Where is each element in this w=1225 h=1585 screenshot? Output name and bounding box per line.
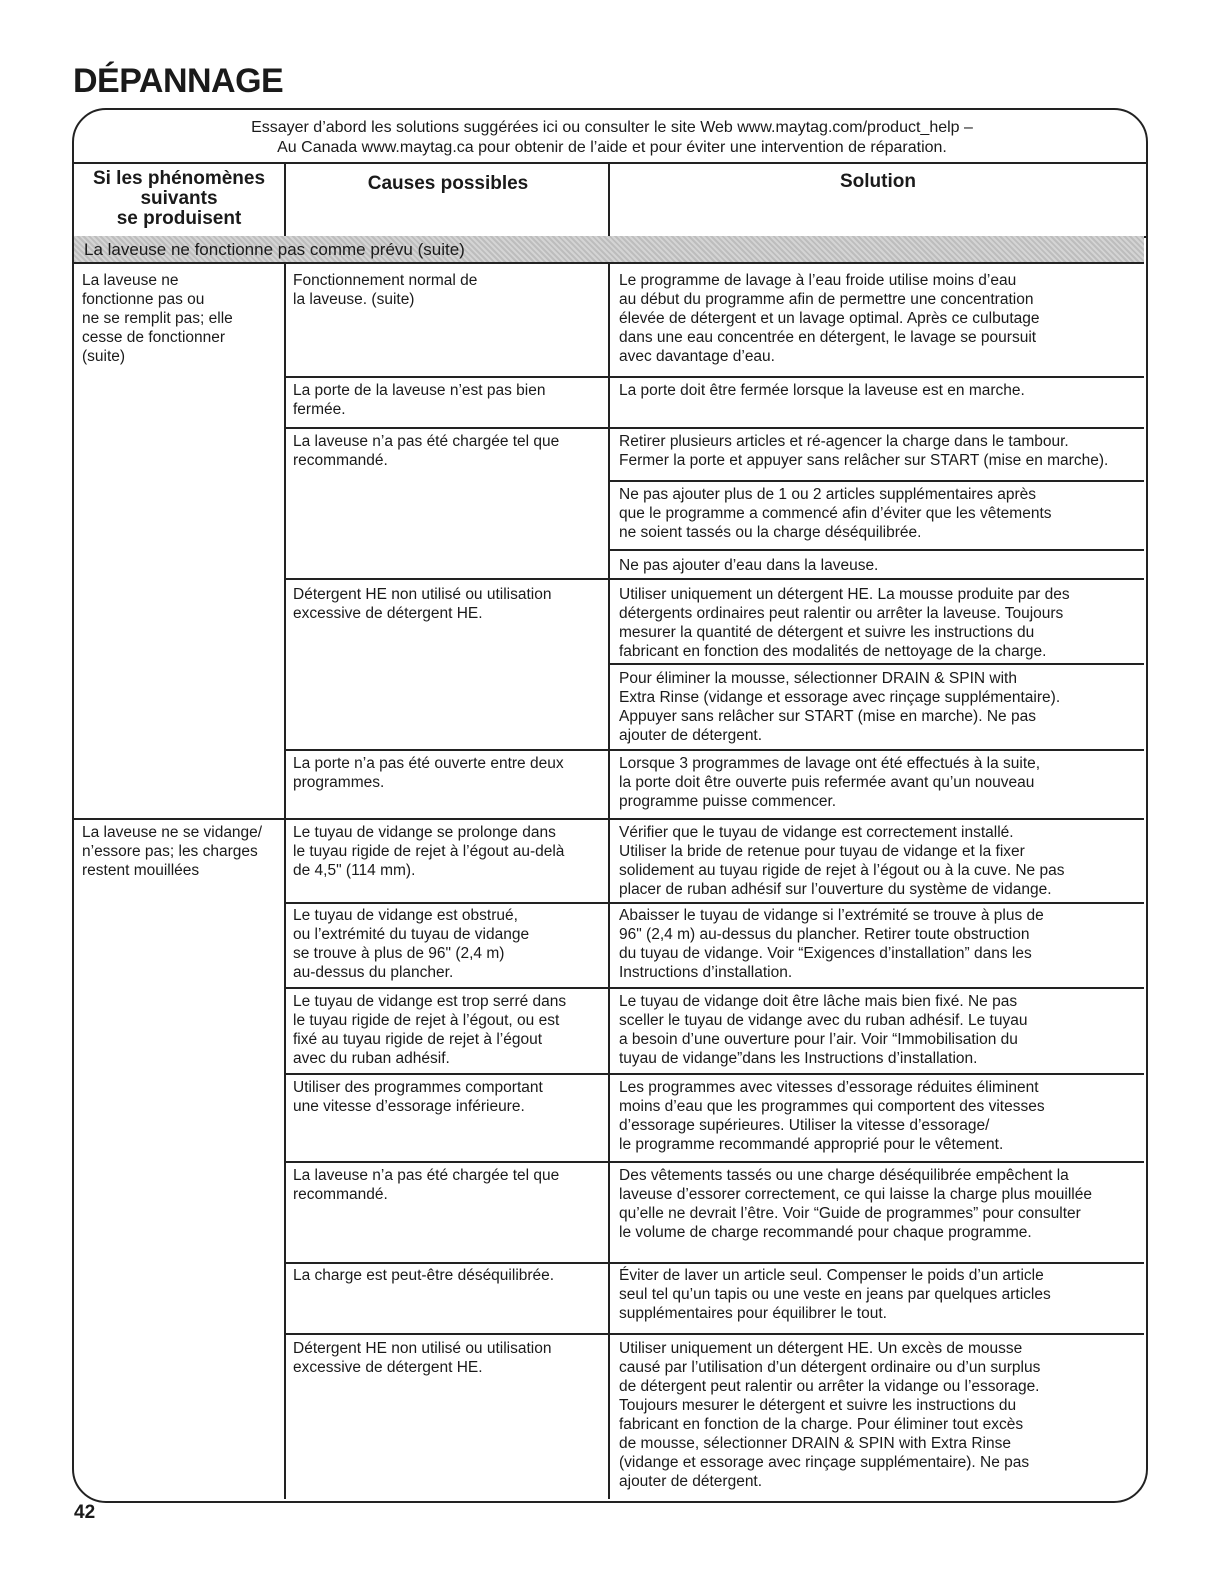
solution-cell: Ne pas ajouter plus de 1 ou 2 articles supplémentaires après que le programme a commencé afin d’éviter que les vêtements ne soient tassés ou la charge déséquilibrée. <box>619 486 1052 541</box>
solution-cell: Utiliser uniquement un détergent HE. La mousse produite par des détergents ordinaires peut ralentir ou arrêter la laveuse. Toujours mesurer la quantité de détergent et suivre les instructions du fabricant en fonction des modalités de nettoyage de la charge. <box>619 586 1070 660</box>
intro-line-1: Essayer d’abord les solutions suggérées ici ou consulter le site Web www.maytag.com/product_help – <box>251 119 973 136</box>
header-solution-label: Solution <box>840 171 916 192</box>
symptom-2: La laveuse ne se vidange/ n’essore pas; les charges restent mouillées <box>82 824 263 879</box>
header-symptoms-line1: Si les phénomènes <box>92 168 266 189</box>
solution-divider <box>610 1333 1144 1335</box>
solution-divider <box>610 749 1144 751</box>
solution-cell: Utiliser uniquement un détergent HE. Un excès de mousse causé par l’utilisation d’un détergent ordinaire ou d’un surplus de détergent peut ralentir ou arrêter la vidange ou l’essorage. Toujours mesurer le détergent et suivre les instructions du fabricant en fonction de la charge. Pour éliminer tout excès de mousse, sélectionner DRAIN & SPIN with Extra Rinse (vidange et essorage avec rinçage supplémentaire). Ne pas ajouter de détergent. <box>619 1340 1041 1490</box>
header-causes-label: Causes possibles <box>367 173 529 194</box>
cause-cell: Le tuyau de vidange se prolonge dans le tuyau rigide de rejet à l’égout au-delà de 4,5" (114 mm). <box>293 824 565 879</box>
cause-cell: La charge est peut-être déséquilibrée. <box>293 1267 555 1284</box>
page-number: 42 <box>74 1502 96 1523</box>
solution-divider <box>610 376 1144 378</box>
cause-divider <box>286 578 608 580</box>
solution-divider <box>610 987 1144 989</box>
cause-divider <box>286 1161 608 1163</box>
cause-cell: La laveuse n’a pas été chargée tel que recommandé. <box>293 433 560 469</box>
solution-cell: Le tuyau de vidange doit être lâche mais bien fixé. Ne pas sceller le tuyau de vidange avec du ruban adhésif. Le tuyau a besoin d’une ouverture pour l’air. Voir “Immobilisation du tuyau de vidange”dans les Instructions d’installation. <box>619 993 1028 1067</box>
cause-cell: Détergent HE non utilisé ou utilisation excessive de détergent HE. <box>293 1340 552 1376</box>
header-symptoms-line3: se produisent <box>116 208 242 229</box>
solution-cell: Pour éliminer la mousse, sélectionner DRAIN & SPIN with Extra Rinse (vidange et essorage avec rinçage supplémentaire). Appuyer sans relâcher sur START (mise en marche). Ne pas ajouter de détergent. <box>619 670 1061 744</box>
symptom-1: La laveuse ne fonctionne pas ou ne se remplit pas; elle cesse de fonctionner (suite) <box>82 272 233 365</box>
solution-divider <box>610 549 1144 551</box>
page-title: DÉPANNAGE <box>73 62 284 100</box>
solution-cell: Vérifier que le tuyau de vidange est correctement installé. Utiliser la bride de retenue pour tuyau de vidange et la fixer solidement au tuyau rigide de rejet à l’égout ou à la cuve. Ne pas placer de ruban adhésif sur l’ouverture du système de vidange. <box>619 824 1065 898</box>
section-band: La laveuse ne fonctionne pas comme prévu (suite) <box>74 236 1144 264</box>
cause-divider <box>286 427 608 429</box>
cause-divider <box>286 1333 608 1335</box>
cause-divider <box>286 1262 608 1264</box>
cause-cell: Utiliser des programmes comportant une vitesse d’essorage inférieure. <box>293 1079 543 1115</box>
header-symptoms <box>74 162 284 238</box>
intro-line-2: Au Canada www.maytag.ca pour obtenir de l’aide et pour éviter une intervention de réparation. <box>277 139 947 156</box>
solution-divider <box>610 902 1144 904</box>
solution-cell: Le programme de lavage à l’eau froide utilise moins d’eau au début du programme afin de permettre une concentration élevée de détergent et un lavage optimal. Après ce culbutage dans une eau concentrée en détergent, le lavage se poursuit avec davantage d’eau. <box>619 272 1040 365</box>
cause-divider <box>286 987 608 989</box>
cause-divider <box>286 749 608 751</box>
solution-divider <box>610 818 1144 820</box>
solution-divider <box>610 480 1144 482</box>
solution-cell: La porte doit être fermée lorsque la laveuse est en marche. <box>619 382 1025 399</box>
solution-divider <box>610 1161 1144 1163</box>
cause-cell: La laveuse n’a pas été chargée tel que recommandé. <box>293 1167 560 1203</box>
solution-divider <box>610 427 1144 429</box>
cause-cell: Détergent HE non utilisé ou utilisation excessive de détergent HE. <box>293 586 552 622</box>
solution-divider <box>610 663 1144 665</box>
cause-divider <box>286 1073 608 1075</box>
cause-divider <box>286 818 608 820</box>
solution-divider <box>610 578 1144 580</box>
cause-cell: Fonctionnement normal de la laveuse. (suite) <box>293 272 478 308</box>
cause-cell: Le tuyau de vidange est obstrué, ou l’extrémité du tuyau de vidange se trouve à plus de 96" (2,4 m) au-dessus du plancher. <box>293 907 530 981</box>
solution-divider <box>610 1073 1144 1075</box>
cause-cell: Le tuyau de vidange est trop serré dans le tuyau rigide de rejet à l’égout, ou est fixé au tuyau rigide de rejet à l’égout avec du ruban adhésif. <box>293 993 567 1067</box>
solution-cell: Des vêtements tassés ou une charge déséquilibrée empêchent la laveuse d’essorer correctement, ce qui laisse la charge plus mouillée qu’elle ne devrait l’être. Voir “Guide de programmes” pour consulter le volume de charge recommandé pour chaque programme. <box>619 1167 1092 1241</box>
solution-cell: Ne pas ajouter d’eau dans la laveuse. <box>619 557 879 574</box>
cause-cell: La porte de la laveuse n’est pas bien fermée. <box>293 382 546 418</box>
symptom-divider <box>74 818 284 820</box>
header-causes <box>284 162 610 238</box>
solution-cell: Lorsque 3 programmes de lavage ont été effectués à la suite, la porte doit être ouverte puis refermée avant qu’un nouveau programme puisse commencer. <box>619 755 1041 810</box>
col-divider-1 <box>284 264 286 1499</box>
solution-cell: Retirer plusieurs articles et ré-agencer la charge dans le tambour. Fermer la porte et appuyer sans relâcher sur START (mise en marche). <box>619 433 1109 469</box>
header-symptoms-line2: suivants <box>140 188 218 209</box>
intro-text <box>140 118 1084 158</box>
solution-cell: Abaisser le tuyau de vidange si l’extrémité se trouve à plus de 96" (2,4 m) au-dessus du plancher. Retirer toute obstruction du tuyau de vidange. Voir “Exigences d’installation” dans les Instructions d’installation. <box>619 907 1044 981</box>
cause-divider <box>286 376 608 378</box>
header-solution <box>608 162 1146 238</box>
cause-cell: La porte n’a pas été ouverte entre deux programmes. <box>293 755 564 791</box>
solution-cell: Les programmes avec vitesses d’essorage réduites éliminent moins d’eau que les programmes qui comportent des vitesses d’essorage supérieures. Utiliser la vitesse d’essorage/ le programme recommandé approprié pour le vêtement. <box>619 1079 1045 1153</box>
solution-cell: Éviter de laver un article seul. Compenser le poids d’un article seul tel qu’un tapis ou une veste en jeans par quelques articles supplémentaires pour équilibrer le tout. <box>619 1267 1051 1322</box>
col-divider-2 <box>608 264 610 1499</box>
cause-divider <box>286 902 608 904</box>
solution-divider <box>610 1262 1144 1264</box>
